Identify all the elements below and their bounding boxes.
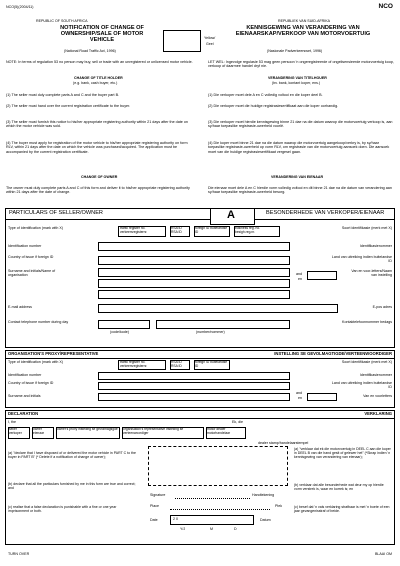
plek-label: Plek xyxy=(275,504,282,508)
change-owner: CHANGE OF OWNER xyxy=(81,175,118,179)
en-item-4: (4) The buyer must apply for registration of the motor vehicle to his/her appropriate registering authority on form RLV, within 21 days after the date on which the vehicle was purchased/acquired. The application must be accompanied by the current registration certificate. xyxy=(6,141,188,154)
en-item-2: (2) The seller must hand over the current registration certificate to the buyer. xyxy=(6,104,131,108)
seller-id-number-field[interactable] xyxy=(98,242,290,251)
blaai-om: BLAAI OM xyxy=(375,552,392,556)
proxy-country-field[interactable] xyxy=(98,382,290,390)
seller-country-af: Land van uitreiking indien buitelandse ID xyxy=(331,255,392,263)
title-af: KENNISGEWING VAN VERANDERING VAN EIENAARSKAP/VERKOOP VAN MOTORVOERTUIG xyxy=(235,25,371,37)
verandering-eienaar: VERANDERING VAN EIENAAR xyxy=(271,175,324,179)
en-item-3: (3) The seller must furnish this notice to his/her appropriate registering authority within 21 days after the date on which the motor vehicle was sold. xyxy=(6,120,188,129)
signature-line[interactable] xyxy=(175,498,250,499)
seller-heading-af: BESONDERHEDE VAN VERKOPER/EIENAAR xyxy=(266,210,385,216)
seller-surname-af: Van en voor-letters/Naam van instelling xyxy=(351,269,392,277)
role-seller-label: seller verkoper xyxy=(9,427,22,435)
date-d-label: D xyxy=(234,527,237,531)
decl-c-af: (c) besef dat 'n vals verklaring strafbaar is met 'n boete of een jaar gevangenisstraf of beide. xyxy=(294,505,390,514)
geel-label: Geel xyxy=(206,42,214,46)
seller-and: and xyxy=(296,272,302,276)
seller-code-label: (code/kode) xyxy=(110,330,129,334)
proxy-surname-af: Van en voorletters xyxy=(363,394,392,398)
role-proxy-label: owner's proxy instelling se gevolmagtigde xyxy=(57,427,118,431)
dealer-stamp-box xyxy=(148,446,288,486)
seller-number-label: (number/nommer) xyxy=(196,330,225,334)
seller-initials-field[interactable] xyxy=(307,271,337,280)
proxy-heading-af: INSTELLING SE GEVOLMAGTIGDE/VERTEENWOORDIGER xyxy=(274,351,392,356)
af-item-1: (1) Die verkoper moet dele A en C volledig voltooi en die koper deel B. xyxy=(208,93,323,97)
af-item-3: (3) Die verkoper moet hierdie kennisgewing binne 21 dae na die datum waarop die motorvoertuig verkoop is, aan sy/haar toepaslike registrasie-owerheid voorlê. xyxy=(208,120,393,129)
date-label: Date xyxy=(150,518,158,522)
proxy-id-number-field[interactable] xyxy=(98,372,290,380)
seller-id-number-en: Identification number xyxy=(8,244,42,248)
proxy-id-type-2-label: RSA ID RSA ID xyxy=(171,360,182,368)
proxy-type-id-af: Soort identifikasie (merk met X) xyxy=(341,360,392,364)
proxy-id-type-1-label: traffic register no. verkeersregisternr. xyxy=(120,360,148,368)
change-title-holder: CHANGE OF TITLE HOLDER xyxy=(74,76,123,80)
title-af-sub: (Nasionale Padverkeerswet, 1996) xyxy=(267,49,323,53)
proxy-id-number-en: Identification number xyxy=(8,373,42,377)
declaration-header-bar xyxy=(5,410,395,419)
verandering-titelhouer: VERANDERING VAN TITELHOUER xyxy=(268,76,327,80)
seller-phone-number-field[interactable] xyxy=(156,320,290,329)
role-dealer-label: motor dealer motorhandelaar xyxy=(207,427,231,435)
proxy-initials-field[interactable] xyxy=(307,393,337,401)
role-representative-label: organisation's representative instelling se verteenwoordiger xyxy=(123,427,184,435)
verandering-titelhouer-sub: (bv. bank, kontant koper, ens.) xyxy=(272,81,321,85)
ek-die: Ek, die xyxy=(232,420,243,424)
note-af: LET WEL: Ingevolge regulasie 53 mag geen persoon 'n ongeregistreerde of ongelisensieerde motorvoertuig koop, verkoop of daarmee handel dryf nie. xyxy=(208,60,394,69)
decl-a-af: (a) "verklaar dat ek die motorvoertuig in DEEL C aan die koper in DEEL B van die hand gesit of gelewer het" (*Skrap indien 'n kennisgewing van verandering van eienaar); xyxy=(294,447,391,460)
proxy-and: and xyxy=(296,391,302,395)
af-item-4: (4) Die koper moet binne 21 dae na die datum waarop die motorvoertuig aangekoop/verkry is, by sy/haar toepaslike registrasie-owerheid op vorm RLV, om registrasie van die motorvoertuig aansoek doen. Die aansoek moet van die huidige registrasiesertifikaat vergesel gaan. xyxy=(208,141,390,154)
role-owner-label: owner eienaar xyxy=(33,427,44,435)
seller-id-type-1-label: traffic register no. verkeersregisternr. xyxy=(120,226,148,234)
seller-country-en: Country of issue if foreign ID xyxy=(8,255,54,259)
en-item-1: (1) The seller must duly complete parts A and C and the buyer part B. xyxy=(6,93,120,97)
proxy-type-id-en: Type of identification (mark with X) xyxy=(8,360,63,364)
seller-surname-field-1[interactable] xyxy=(98,268,290,277)
seller-email-field[interactable] xyxy=(98,304,338,313)
seller-id-type-2-label: RSA ID RSA ID xyxy=(171,226,182,234)
proxy-country-af: Land van uitreiking indien buitelandse ID xyxy=(331,381,392,389)
turn-over: TURN OVER xyxy=(8,552,30,556)
seller-email-af: E-pos adres xyxy=(372,305,392,309)
seller-id-type-3-label: foreign ID buitelandse ID xyxy=(195,226,228,234)
proxy-en: en xyxy=(298,396,302,400)
place-label: Place xyxy=(150,504,159,508)
date-field[interactable] xyxy=(170,515,254,525)
seller-surname-field-3[interactable] xyxy=(98,290,290,299)
dealer-stamp-label: dealer stamp/handelaarstempel xyxy=(258,441,309,445)
title-en-sub: (National Road Traffic Act, 1996) xyxy=(64,49,116,53)
decl-a-en: (a) "declare that I have disposed of or delivered the motor vehicle in PART C to the buyer in PART B" (* Delete if a notification of change of owner); xyxy=(8,451,136,460)
seller-type-id-en: Type of identification (mark with X) xyxy=(8,226,63,230)
proxy-country-en: Country of issue if foreign ID xyxy=(8,381,54,385)
af-item-2: (2) Die verkoper moet die huidige registrasiesertifikaat aan die koper oorhandig. xyxy=(208,104,339,108)
seller-surname-field-2[interactable] xyxy=(98,279,290,288)
proxy-id-type-3-label: foreign ID buitelandse ID xyxy=(195,360,228,368)
year-prefix: 2 0 xyxy=(173,517,178,521)
seller-type-id-af: Soort identifikasie (merk met X) xyxy=(341,226,392,230)
i-the: I, the xyxy=(8,420,16,424)
decl-b-af: (b) verklaar dat alle besonderhede wat deur my op hierdie vorm verstrek is, waar en korrek is; en xyxy=(294,483,384,492)
datum-label: Datum xyxy=(260,518,271,522)
seller-phone-af: Kontaktelefoonnommer bedags xyxy=(342,320,392,324)
owner-af: Die eienaar moet dele A en C hierdie vorm volledig voltooi en dit binne 21 dae na die datum van verandering aan sy/haar toepaslike registrasie-owerheid besorg. xyxy=(208,186,392,195)
owner-en: The owner must duly complete parts A and C of this form and deliver it to his/her appropriate registering authority within 21 days after the date of change. xyxy=(6,186,190,195)
declaration-heading-en: DECLARATION xyxy=(8,411,39,416)
decl-c-en: (c) realise that a false declaration is punishable with a fine or one year imprisonment or both. xyxy=(8,505,117,514)
handtekening-label: Handtekening xyxy=(252,493,275,497)
seller-phone-code-field[interactable] xyxy=(98,320,150,329)
form-code: NCO(5)(2004/11) xyxy=(6,5,34,9)
seller-heading-en: PARTICULARS OF SELLER/OWNER xyxy=(9,210,103,216)
nco-label: NCO xyxy=(378,3,393,10)
proxy-id-number-af: Identifikasienommer xyxy=(359,373,392,377)
note-en: NOTE: In terms of regulation 53 no person may buy, sell or trade with an unregistered or unlicensed motor vehicle. xyxy=(6,60,193,64)
seller-id-number-af: Identifikasienommer xyxy=(359,244,392,248)
seller-en: en xyxy=(298,277,302,281)
rsa-en: REPUBLIC OF SOUTH AFRICA xyxy=(36,19,88,23)
date-m-label: M xyxy=(210,527,213,531)
part-a-label: A xyxy=(227,209,235,221)
rsa-af: REPUBLIEK VAN SUID-AFRIKA xyxy=(278,19,331,23)
place-line[interactable] xyxy=(170,509,270,510)
yellow-label: Yellow/ xyxy=(204,36,216,40)
seller-email-en: E-mail address xyxy=(8,305,32,309)
decl-b-en: (b) declare that all the particulars furnished by me in this form are true and correct; and xyxy=(8,482,136,491)
proxy-heading-en: ORGANISATION'S PROXY/REPRESENTATIVE xyxy=(8,351,99,356)
title-en: NOTIFICATION OF CHANGE OF OWNERSHIP/SALE OF MOTOR VEHICLE xyxy=(60,25,144,43)
proxy-surname-en: Surname and initials xyxy=(8,394,41,398)
proxy-surname-field[interactable] xyxy=(98,393,290,401)
signature-label: Signature xyxy=(150,493,166,497)
declaration-heading-af: VERKLARING xyxy=(364,411,392,416)
seller-phone-en: Contact telephone number during day xyxy=(8,320,69,324)
yellow-box xyxy=(163,30,201,52)
date-y-label: Y/J xyxy=(180,527,186,531)
seller-surname-en: Surname and initials/Name of organisation xyxy=(8,269,56,277)
seller-id-type-4-label: business reg. no. besigh.reg.nr. xyxy=(235,226,261,234)
seller-country-field[interactable] xyxy=(98,256,290,265)
change-title-holder-sub: (e.g. bank, cash buyer, etc.) xyxy=(73,81,118,85)
